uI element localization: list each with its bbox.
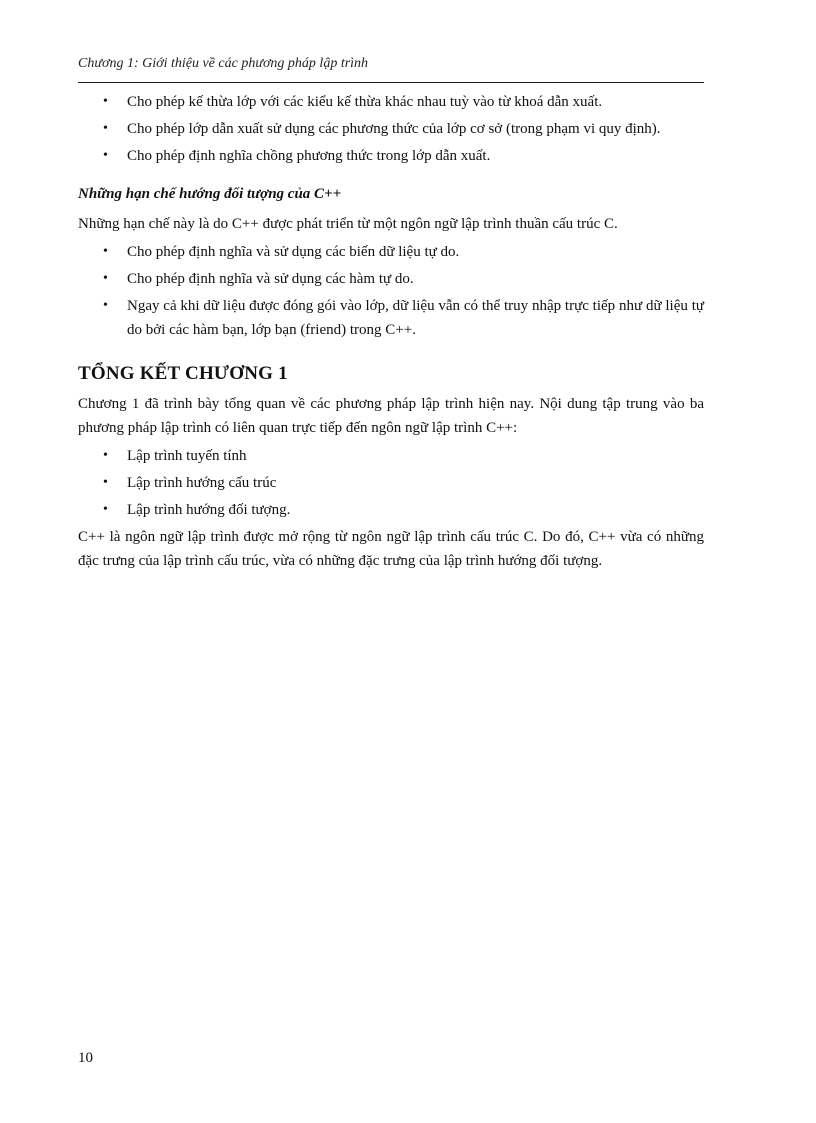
list-item-text: Ngay cả khi dữ liệu được đóng gói vào lớp, dữ liệu vẫn có thể truy nhập trực tiếp như dữ liệu tự do bởi các hàm bạn, lớp bạn (friend) trong C++. xyxy=(127,298,704,338)
limits-heading: Những hạn chế hướng đối tượng của C++ xyxy=(78,186,342,202)
list-item xyxy=(78,240,704,264)
list-item xyxy=(78,471,704,495)
limits-intro: Những hạn chế này là do C++ được phát triển từ một ngôn ngữ lập trình thuần cấu trúc C. xyxy=(78,216,618,232)
bullet-icon: • xyxy=(103,94,108,109)
inheritance-bullet-list xyxy=(78,90,704,168)
list-item xyxy=(78,144,704,168)
list-item xyxy=(78,294,704,342)
summary-bullet-list xyxy=(78,444,704,522)
bullet-icon: • xyxy=(103,475,108,490)
running-header: Chương 1: Giới thiệu về các phương pháp lập trình xyxy=(78,56,369,71)
list-item xyxy=(78,90,704,114)
limits-bullet-list xyxy=(78,240,704,342)
list-item-text: Lập trình hướng cấu trúc xyxy=(127,475,277,491)
list-item-text: Lập trình hướng đối tượng. xyxy=(127,502,291,518)
bullet-icon: • xyxy=(103,448,108,463)
list-item xyxy=(78,444,704,468)
list-item-text: Cho phép định nghĩa và sử dụng các biến dữ liệu tự do. xyxy=(127,244,460,260)
bullet-icon: • xyxy=(103,298,108,313)
page-content xyxy=(78,90,704,577)
summary-intro: Chương 1 đã trình bày tổng quan về các phương pháp lập trình hiện nay. Nội dung tập trung vào ba phương pháp lập trình có liên quan trực tiếp đến ngôn ngữ lập trình C++: xyxy=(78,396,704,436)
bullet-icon: • xyxy=(103,148,108,163)
header-rule xyxy=(78,82,704,83)
summary-title: TỔNG KẾT CHƯƠNG 1 xyxy=(78,363,288,384)
bullet-icon: • xyxy=(103,271,108,286)
list-item-text: Cho phép định nghĩa và sử dụng các hàm tự do. xyxy=(127,271,414,287)
list-item-text: Cho phép lớp dẫn xuất sử dụng các phương thức của lớp cơ sở (trong phạm vi quy định). xyxy=(127,121,661,137)
list-item xyxy=(78,117,704,141)
page-number: 10 xyxy=(78,1050,93,1066)
bullet-icon: • xyxy=(103,244,108,259)
list-item xyxy=(78,498,704,522)
list-item-text: Cho phép định nghĩa chồng phương thức trong lớp dẫn xuất. xyxy=(127,148,491,164)
bullet-icon: • xyxy=(103,121,108,136)
list-item xyxy=(78,267,704,291)
summary-closing: C++ là ngôn ngữ lập trình được mở rộng từ ngôn ngữ lập trình cấu trúc C. Do đó, C++ vừa có những đặc trưng của lập trình cấu trúc, vừa có những đặc trưng của lập trình hướng đối tượng. xyxy=(78,529,704,569)
bullet-icon: • xyxy=(103,502,108,517)
list-item-text: Cho phép kế thừa lớp với các kiểu kế thừa khác nhau tuỳ vào từ khoá dẫn xuất. xyxy=(127,94,603,110)
list-item-text: Lập trình tuyến tính xyxy=(127,448,247,464)
